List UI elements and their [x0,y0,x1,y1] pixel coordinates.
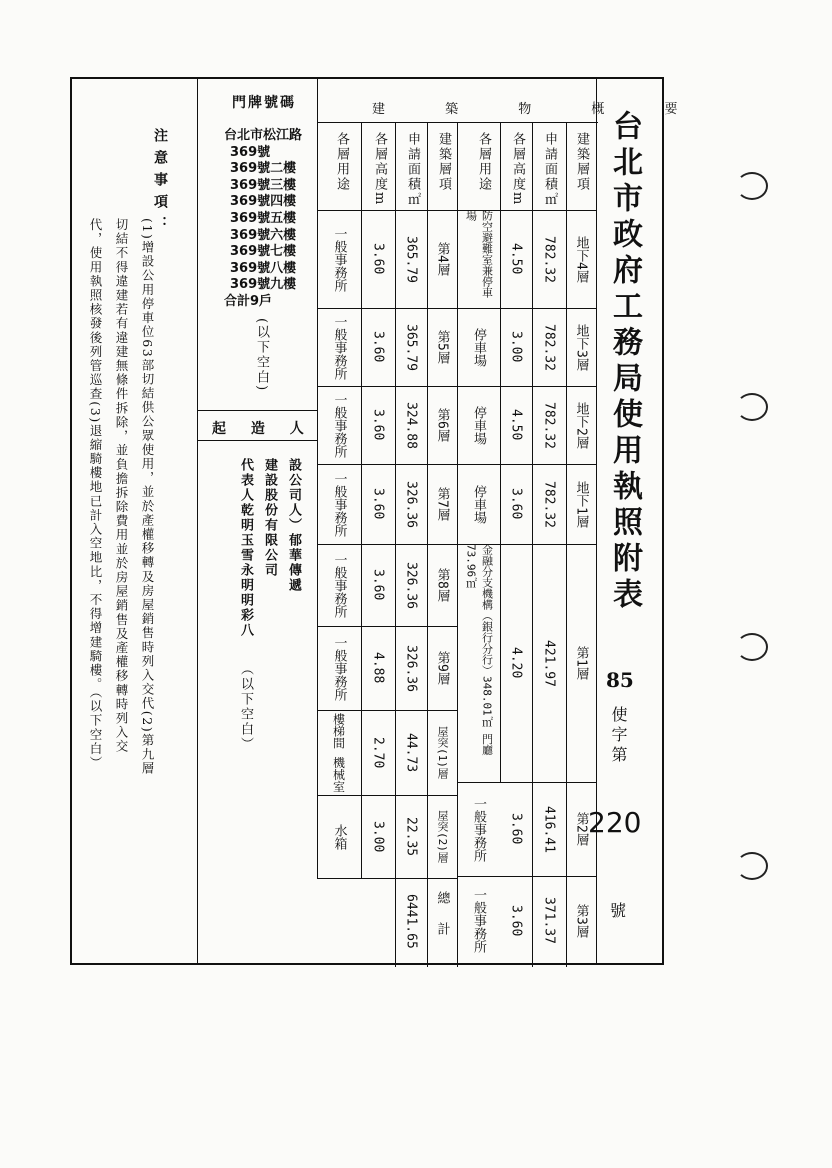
upper-height-cell: 3.60 [508,904,524,937]
lower-height-cell: 3.60 [370,331,386,363]
page-title: 台北市政府工務局使用執照附表 [607,110,642,614]
lower-floor-cell: 第5層 [434,330,450,364]
lower-use-cell: 一般事務所 [331,635,347,701]
lower-use-header: 各層用途 [334,132,349,192]
upper-use-cell: 防空避難室兼停車場 [464,210,494,298]
lower-floor-header: 建築層項 [436,132,451,192]
upper-area-cell: 782.32 [541,480,557,528]
upper-height-header: 各層高度m [510,132,525,207]
lower-area-cell: 326.36 [403,644,419,692]
binder-hole-2 [736,393,768,421]
lower-use-cell: 一般事務所 [331,314,347,380]
lower-floor-cell: 第7層 [434,487,450,521]
upper-use-cell: 一般事務所 [471,888,486,953]
builder-line: 設公司人）郁華傳遞 [286,458,301,593]
upper-floor-cell: 第3層 [573,903,589,938]
lower-height-cell: 2.70 [370,736,386,769]
door-number-line: 369號五樓 [230,210,297,226]
door-number-line: 369號六樓 [230,227,297,243]
builder-header: 起 造 人 [212,421,314,437]
lower-use-cell: 一般事務所 [331,471,347,537]
upper-area-cell: 416.41 [541,805,557,853]
lower-area-cell: 326.36 [403,561,419,609]
license-suffix: 號 [610,901,627,920]
upper-floor-cell: 第2層 [573,812,589,846]
lower-floor-cell: 第4層 [434,242,450,276]
upper-use-cell: 金融分支機構（銀行分行）348.01㎡ 門廳73.96㎡ [464,544,494,756]
upper-use-header: 各層用途 [476,132,491,192]
builder-line: 代表人乾明玉雪永明明彩八 [238,458,253,638]
upper-floor-header: 建築層項 [574,132,589,192]
door-number-line: 369號七樓 [230,244,297,260]
upper-area-cell: 782.32 [541,401,557,449]
upper-height-cell: 4.50 [508,409,524,441]
lower-height-cell: 3.60 [370,488,386,520]
license-year: 85 [606,668,634,692]
door-numbers-list [224,128,316,311]
door-numbers-blank-note: (以下空白) [254,318,269,393]
lower-floor-cell: 總計 [434,890,450,953]
lower-area-cell: 6441.65 [403,894,419,949]
upper-area-cell: 421.97 [541,639,557,687]
upper-area-header: 申請面積㎡ [542,132,557,207]
notes-line: 代，使用執照核發後列管巡查(3)退縮騎樓地已計入空地比，不得增建騎樓。（以下空白） [88,218,103,771]
upper-area-cell: 782.32 [541,323,557,371]
lower-area-cell: 324.88 [403,401,419,449]
upper-use-cell: 停車場 [471,484,486,524]
lower-use-cell: 水箱 [331,823,347,850]
lower-floor-cell: 第6層 [434,408,450,442]
door-numbers-header: 門牌號碼 [232,95,296,111]
door-number-line: 369號八樓 [230,260,297,276]
builder-line: 建設股份有限公司 [262,458,277,578]
upper-height-cell: 3.60 [508,813,524,845]
lower-area-header: 申請面積㎡ [405,132,420,207]
notes-line: (1)增設公用停車位63部切結供公眾使用，並於產權移轉及房屋銷售時列入交代(2)第九層 [140,218,155,776]
binder-hole-3 [736,633,768,661]
lower-height-cell: 3.60 [370,243,386,275]
upper-floor-cell: 地下2層 [573,401,589,449]
upper-floor-cell: 第1層 [573,646,589,680]
lower-use-cell: 一般事務所 [331,226,347,292]
upper-floor-cell: 地下4層 [573,235,589,283]
door-number-line: 369號九樓 [230,277,297,293]
lower-height-cell: 3.60 [370,569,386,601]
door-number-line: 369號四樓 [230,194,297,210]
upper-area-cell: 371.37 [541,897,557,944]
upper-floor-cell: 地下1層 [573,480,589,528]
lower-use-cell: 樓梯間 機械室 [331,712,346,793]
license-number: 220 [588,806,642,839]
lower-floor-cell: 屋突(2)層 [436,810,449,863]
lower-height-cell: 3.00 [370,820,386,853]
builder-line: （以下空白） [238,662,253,752]
lower-floor-cell: 第8層 [434,568,450,602]
notes-header: 注意事項： [152,128,168,238]
license-prefix: 使字第 [609,706,628,766]
upper-use-cell: 停車場 [471,405,486,445]
notes-line: 切結不得違建若有違建無條件拆除，並負擔拆除費用並於房屋銷售及產權移轉時列入交 [114,218,129,754]
upper-use-cell: 停車場 [471,327,486,367]
lower-area-cell: 22.35 [403,816,419,857]
door-number-line: 369號二樓 [230,161,297,177]
upper-area-cell: 782.32 [541,235,557,283]
lower-area-cell: 44.73 [403,732,419,773]
upper-floor-cell: 地下3層 [573,323,589,371]
door-number-line: 369號三樓 [230,177,297,193]
upper-height-cell: 3.60 [508,488,524,520]
door-number-line: 台北市松江路 [224,128,303,143]
upper-height-cell: 4.20 [508,647,524,679]
lower-height-cell: 4.88 [370,652,386,684]
lower-floor-cell: 第9層 [434,651,450,685]
lower-area-cell: 326.36 [403,480,419,528]
binder-hole-1 [736,172,768,200]
building-summary-header: 建 築 物 概 要 [372,102,706,117]
upper-use-cell: 一般事務所 [471,796,486,862]
binder-hole-4 [736,852,768,880]
upper-height-cell: 3.00 [508,331,524,363]
lower-use-cell: 一般事務所 [331,392,347,458]
upper-height-cell: 4.50 [508,243,524,275]
door-number-line: 合計9戶 [224,293,273,309]
door-number-line: 369號 [230,144,271,160]
lower-use-cell: 一般事務所 [331,552,347,618]
lower-floor-cell: 屋突(1)層 [436,726,449,779]
lower-area-cell: 365.79 [403,323,419,371]
lower-height-header: 各層高度m [372,132,387,207]
lower-area-cell: 365.79 [403,235,419,283]
lower-height-cell: 3.60 [370,409,386,441]
